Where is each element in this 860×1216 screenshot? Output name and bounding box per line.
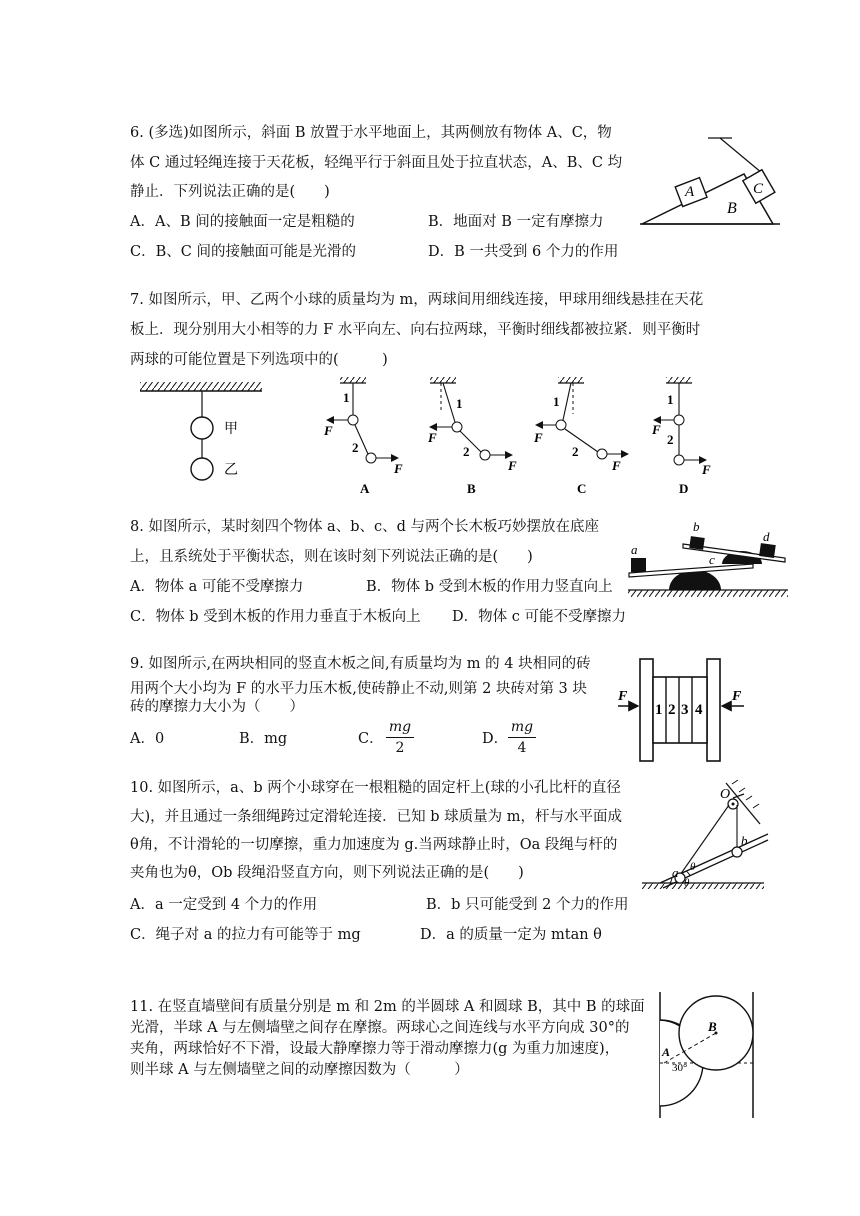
q6-line2: 体 C 通过轻绳连接于天花板，轻绳平行于斜面且处于拉直状态，A、B、C 均 (130, 155, 623, 171)
q8-fig-label-c: c (709, 552, 715, 567)
q7-option-b-label: B (467, 481, 476, 496)
q9-option-b[interactable]: B．mg (239, 731, 288, 747)
q7-b-label-1: 1 (456, 396, 463, 411)
q7-option-d-label: D (679, 481, 689, 496)
q10-option-a[interactable]: A．a 一定受到 4 个力的作用 (130, 897, 318, 913)
q8-fig-label-a: a (631, 542, 638, 557)
q8-line1: 8. 如图所示，某时刻四个物体 a、b、c、d 与两个长木板巧妙摆放在底座 (130, 519, 599, 535)
q7-c-label-2: 2 (572, 444, 579, 459)
q10-rod-pulley-figure (640, 780, 770, 895)
q7-ball-jia (191, 417, 213, 439)
q9-line2: 用两个大小均为 F 的水平力压木板,使砖静止不动,则第 2 块砖对第 3 块 (130, 681, 587, 697)
q6-option-c[interactable]: C．B、C 间的接触面可能是光滑的 (130, 244, 356, 260)
q7-label-yi: 乙 (224, 463, 238, 478)
q6-option-a[interactable]: A．A、B 间的接触面一定是粗糙的 (130, 214, 355, 230)
q11-line1: 11. 在竖直墙壁间有质量分别是 m 和 2m 的半圆球 A 和圆球 B，其中 B 的球面 (130, 999, 645, 1015)
q10-line2: 大)，并且通过一条细绳跨过定滑轮连接．已知 b 球质量为 m，杆与水平面成 (130, 809, 623, 825)
q9-bricks-figure (612, 655, 772, 765)
q8-fig-label-b: b (693, 519, 700, 534)
q7-d-label-2: 2 (667, 432, 674, 447)
q9-line3: 砖的摩擦力大小为（ ） (130, 699, 304, 715)
q9-fig-brick-2: 2 (668, 702, 676, 718)
q7-a-label-f2: F (394, 461, 403, 476)
q9-option-d-numerator: mg (510, 719, 534, 735)
q7-d-label-1: 1 (667, 392, 674, 407)
q6-option-d[interactable]: D．B 一共受到 6 个力的作用 (428, 244, 619, 260)
q9-fig-label-f-right: F (732, 689, 742, 704)
q7-line1: 7. 如图所示，甲、乙两个小球的质量均为 m，两球间用细线连接，甲球用细线悬挂在天花 (130, 292, 704, 308)
q7-line2: 板上．现分别用大小相等的力 F 水平向左、向右拉两球，平衡时细线都被拉紧．则平衡时 (130, 322, 701, 338)
q11-line2: 光滑，半球 A 与左侧墙壁之间存在摩擦。两球心之间连线与水平方向成 30°的 (130, 1020, 630, 1036)
q9-fig-brick-4: 4 (695, 702, 703, 718)
q7-label-jia: 甲 (224, 422, 238, 437)
q10-fig-label-a: a (672, 865, 679, 880)
q11-fig-label-a: A (662, 1045, 671, 1059)
q9-option-c-numerator: mg (388, 719, 412, 735)
q7-b-label-f2: F (508, 458, 517, 473)
q11-line4: 则半球 A 与左侧墙壁之间的动摩擦因数为（ ） (130, 1062, 469, 1078)
q10-option-b[interactable]: B．b 只可能受到 2 个力的作用 (426, 897, 629, 913)
q10-line4: 夹角也为θ，Ob 段绳沿竖直方向，则下列说法正确的是( ) (130, 865, 524, 881)
q6-line3: 静止．下列说法正确的是( ) (130, 184, 330, 200)
q9-option-a[interactable]: A．0 (130, 731, 165, 747)
q6-fig-label-b: B (727, 200, 737, 217)
q7-b-label-2: 2 (463, 444, 470, 459)
q7-ball-yi (191, 458, 213, 480)
q10-option-d[interactable]: D．a 的质量一定为 mtan θ (420, 927, 602, 943)
q8-option-d[interactable]: D．物体 c 可能不受摩擦力 (452, 609, 626, 625)
q9-option-c-label[interactable]: C． (358, 731, 384, 747)
q8-seesaw-figure (625, 517, 790, 602)
q7-c-label-1: 1 (553, 394, 560, 409)
q7-option-a-label: A (360, 481, 370, 496)
q7-d-label-f1: F (652, 422, 661, 437)
q7-d-label-f2: F (702, 462, 711, 477)
q7-option-c-label: C (577, 481, 587, 496)
q9-option-d-fraction[interactable] (508, 720, 536, 755)
q7-option-c-figure[interactable] (533, 377, 628, 496)
q6-line1: 6. (多选)如图所示，斜面 B 放置于水平地面上，其两侧放有物体 A、C，物 (130, 125, 612, 141)
q9-fig-label-f-left: F (618, 689, 628, 704)
q11-spheres-figure (650, 990, 760, 1120)
q10-option-c[interactable]: C．绳子对 a 的拉力有可能等于 mg (130, 927, 361, 943)
q8-option-b[interactable]: B．物体 b 受到木板的作用力竖直向上 (366, 579, 613, 595)
q9-fig-brick-1: 1 (655, 702, 663, 718)
q9-line1: 9. 如图所示,在两块相同的竖直木板之间,有质量均为 m 的 4 块相同的砖 (130, 656, 591, 672)
q10-fig-label-theta-2: θ (684, 877, 690, 889)
q6-option-b[interactable]: B．地面对 B 一定有摩擦力 (428, 214, 604, 230)
q7-c-label-f1: F (534, 430, 543, 445)
q7-a-label-f1: F (324, 423, 333, 438)
q7-b-label-f1: F (428, 430, 437, 445)
q10-fig-label-o: O (720, 787, 731, 802)
q6-fig-label-a: A (685, 184, 695, 200)
q8-line2: 上，且系统处于平衡状态，则在该时刻下列说法正确的是( ) (130, 549, 533, 565)
q8-fig-label-d: d (763, 529, 770, 544)
q6-incline-figure (640, 135, 790, 230)
q11-fig-label-angle: 30° (672, 1062, 688, 1074)
q10-line1: 10. 如图所示，a、b 两个小球穿在一根粗糙的固定杆上(球的小孔比杆的直径 (130, 780, 621, 796)
q9-fig-brick-3: 3 (681, 702, 689, 718)
q7-option-a-figure[interactable] (323, 377, 403, 496)
q7-line3: 两球的可能位置是下列选项中的( ) (130, 352, 388, 368)
q10-line3: θ角，不计滑轮的一切摩擦，重力加速度为 g.当两球静止时，Oa 段绳与杆的 (130, 837, 618, 853)
q7-c-label-f2: F (612, 458, 621, 473)
q10-fig-label-theta-1: θ (690, 861, 696, 873)
q11-line3: 夹角，两球恰好不下滑，设最大静摩擦力等于滑动摩擦力(g 为重力加速度)， (130, 1041, 620, 1057)
q9-option-d-label[interactable]: D． (482, 731, 509, 747)
q9-option-c-fraction[interactable] (386, 720, 414, 755)
q7-figure (130, 372, 730, 497)
q7-option-d-figure[interactable] (651, 377, 711, 496)
q7-option-b-figure[interactable] (427, 377, 517, 496)
q7-a-label-2: 2 (352, 440, 359, 455)
q11-fig-label-b: B (708, 1019, 717, 1034)
q9-option-c-denominator: 2 (395, 740, 405, 756)
q8-option-a[interactable]: A．物体 a 可能不受摩擦力 (130, 579, 304, 595)
q6-fig-label-c: C (753, 181, 764, 197)
q7-a-label-1: 1 (343, 390, 350, 405)
q10-fig-label-b: b (741, 833, 748, 848)
q8-option-c[interactable]: C．物体 b 受到木板的作用力垂直于木板向上 (130, 609, 421, 625)
q9-option-d-denominator: 4 (517, 740, 527, 756)
